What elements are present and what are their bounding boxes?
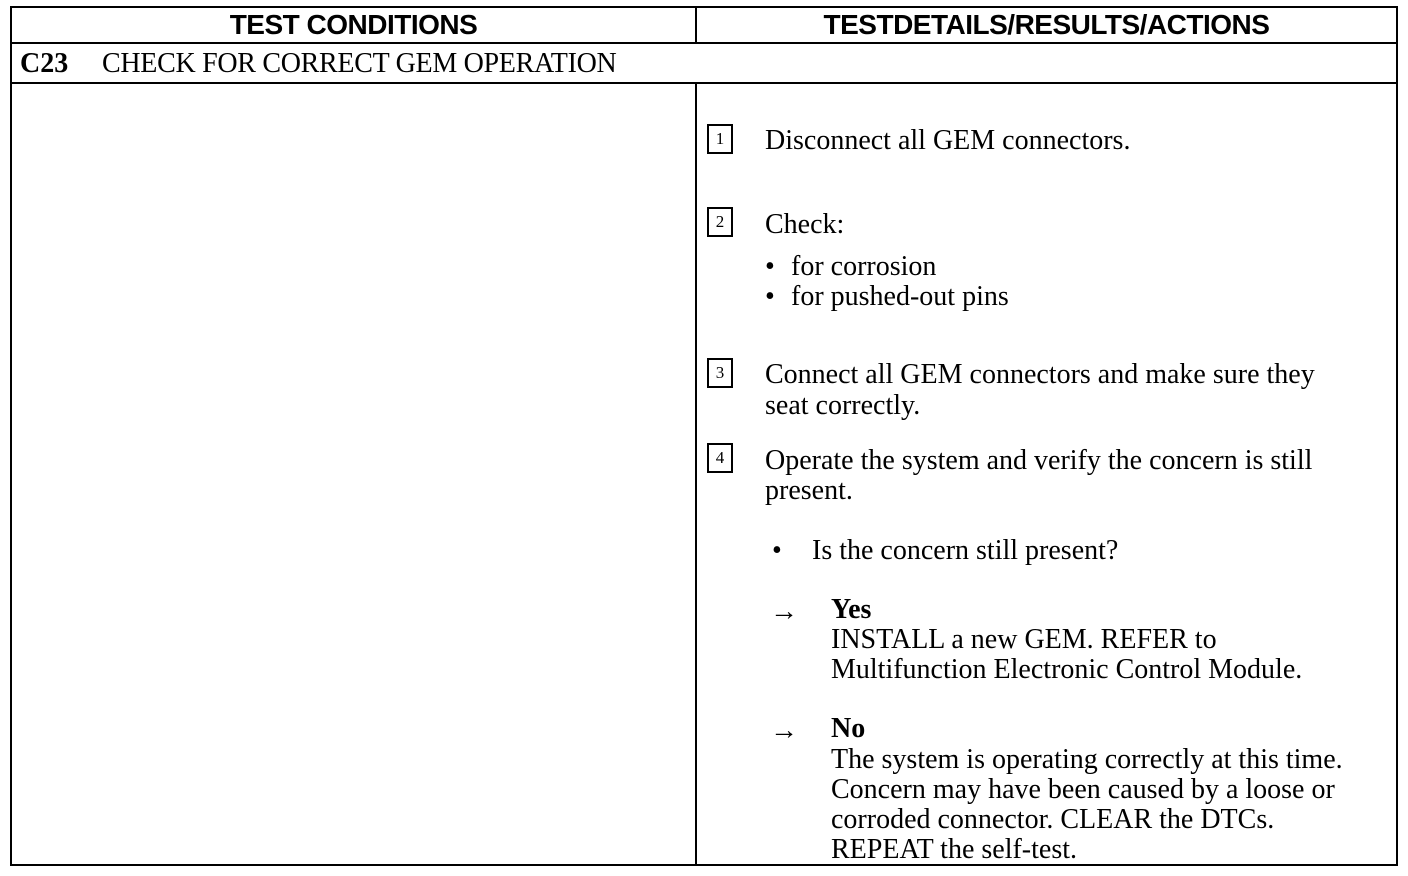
step-text: Operate the system and verify the concern is still [765,445,1313,476]
step-number: 4 [715,448,725,467]
outcome-text: REPEAT the self-test. [831,834,1078,865]
step-text: Connect all GEM connectors and make sure they [765,359,1315,390]
arrow-icon: → [770,596,798,627]
test-details-header: TESTDETAILS/RESULTS/ACTIONS [823,9,1270,40]
arrow-icon: → [770,715,798,746]
step-number: 2 [715,212,725,231]
step-number-box [707,124,733,154]
outcome-text: INSTALL a new GEM. REFER to [831,624,1217,655]
outcome-text: Multifunction Electronic Control Module. [831,654,1303,685]
procedure-table [10,6,1398,866]
step-text: present. [765,475,853,506]
table-header-row [12,8,1396,44]
check-item: for corrosion [791,251,937,282]
step-number: 3 [715,363,725,382]
step-text: Disconnect all GEM connectors. [765,125,1131,156]
question-text: Is the concern still present? [812,535,1119,566]
outcome-label: No [831,713,866,744]
step-text: seat correctly. [765,390,921,421]
check-item: for pushed-out pins [791,281,1009,312]
bullet-marker: • [765,251,775,282]
step-number: 1 [715,129,725,148]
bullet-marker: • [765,281,775,312]
outcome-text: corroded connector. CLEAR the DTCs. [831,804,1275,835]
section-title: CHECK FOR CORRECT GEM OPERATION [102,48,617,79]
step-text: Check: [765,209,845,240]
step-number-box [707,358,733,388]
step-number-box [707,443,733,473]
outcome-text: Concern may have been caused by a loose or [831,774,1335,805]
section-title-row [12,44,1396,84]
section-code: C23 [20,48,69,79]
test-conditions-cell [12,84,697,864]
outcome-label: Yes [831,594,872,625]
test-conditions-header: TEST CONDITIONS [12,8,697,42]
step-number-box [707,207,733,237]
question-bullet: • [772,535,782,566]
outcome-text: The system is operating correctly at this time. [831,744,1343,775]
